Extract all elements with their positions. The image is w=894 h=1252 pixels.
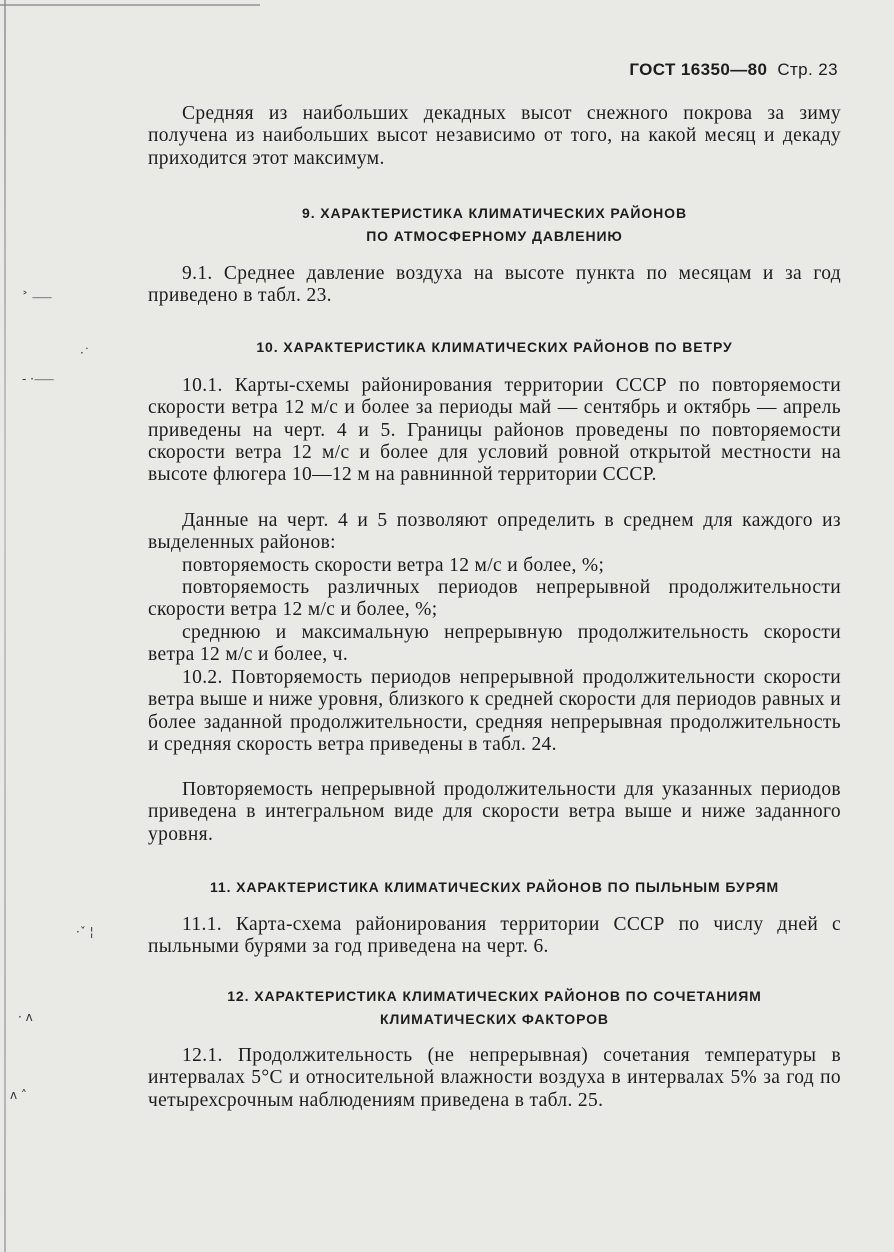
list-item-2: повторяемость различных периодов непрерывной продолжительности скорости ветра 12 м/с и более, %; xyxy=(148,577,841,621)
page-number: Стр. 23 xyxy=(777,60,838,79)
section-12-heading-line-2: КЛИМАТИЧЕСКИХ ФАКТОРОВ xyxy=(380,1011,609,1027)
paragraph-10-2-continued: Повторяемость непрерывной продолжительности для указанных периодов приведена в интегральном виде для скорости ветра выше и ниже заданного уровня. xyxy=(148,779,841,845)
section-11-heading: 11. ХАРАКТЕРИСТИКА КЛИМАТИЧЕСКИХ РАЙОНОВ ПО ПЫЛЬНЫМ БУРЯМ xyxy=(209,879,780,895)
paragraph-9-1: 9.1. Среднее давление воздуха на высоте пункта по месяцам и за год приведено в табл. 23. xyxy=(148,263,841,307)
list-item-1: повторяемость скорости ветра 12 м/с и более, %; xyxy=(182,555,605,576)
paragraph-10-1-data: Данные на черт. 4 и 5 позволяют определить в среднем для каждого из выделенных районов: xyxy=(148,510,841,554)
paragraph-10-2: 10.2. Повторяемость периодов непрерывной продолжительности скорости ветра выше и ниже уровня, близкого к средней скорости для периодов равных и более заданной продолжительности, средняя непрерывная продолжительность и средняя скорость ветра приведены в табл. 24. xyxy=(148,667,841,755)
margin-mark-scratch: ·ˇ ¦ xyxy=(76,925,94,939)
margin-mark-dash: ˃ ⸺ xyxy=(22,290,53,304)
list-item-3: среднюю и максимальную непрерывную продолжительность скорости ветра 12 м/с и более, ч. xyxy=(148,622,841,666)
intro-paragraph: Средняя из наибольших декадных высот снежного покрова за зиму получена из наибольших высот независимо от того, на какой месяц и декаду приходится этот максимум. xyxy=(148,103,841,169)
page-header xyxy=(629,60,838,80)
section-12-heading-line-1: 12. ХАРАКТЕРИСТИКА КЛИМАТИЧЕСКИХ РАЙОНОВ ПО СОЧЕТАНИЯМ xyxy=(227,988,762,1004)
scan-left-edge xyxy=(4,0,6,1252)
paragraph-10-1: 10.1. Карты-схемы районирования территории СССР по повторяемости скорости ветра 12 м/с и более за периоды май — сентябрь и октябрь — апрель приведены на черт. 4 и 5. Границы районов проведены по повторяемости скорости ветра 12 м/с и более для условий ровной открытой местности на высоте флюгера 10—12 м на равнинной территории СССР. xyxy=(148,375,841,486)
margin-mark-scratch: · ʌ xyxy=(18,1010,33,1024)
scan-top-edge xyxy=(0,4,260,6)
standard-number: ГОСТ 16350—80 xyxy=(629,60,768,79)
paragraph-11-1: 11.1. Карта-схема районирования территории СССР по числу дней с пыльными бурями за год приведена на черт. 6. xyxy=(148,914,841,958)
section-10-heading: 10. ХАРАКТЕРИСТИКА КЛИМАТИЧЕСКИХ РАЙОНОВ ПО ВЕТРУ xyxy=(256,339,733,355)
margin-mark-scratch: ʌ ˄ xyxy=(10,1088,27,1102)
section-12-heading xyxy=(148,985,841,1031)
margin-mark-dot: ·˙ xyxy=(80,346,90,360)
section-9-heading-line-1: 9. ХАРАКТЕРИСТИКА КЛИМАТИЧЕСКИХ РАЙОНОВ xyxy=(302,205,687,221)
paragraph-12-1: 12.1. Продолжительность (не непрерывная) сочетания температуры в интервалах 5°С и относительной влажности воздуха в интервалах 5% за год по четырехсрочным наблюдениям приведена в табл. 25. xyxy=(148,1045,841,1111)
margin-mark-dash: ‐ ·⸺ xyxy=(22,372,55,386)
section-9-heading-line-2: ПО АТМОСФЕРНОМУ ДАВЛЕНИЮ xyxy=(366,228,623,244)
section-9-heading xyxy=(148,202,841,248)
